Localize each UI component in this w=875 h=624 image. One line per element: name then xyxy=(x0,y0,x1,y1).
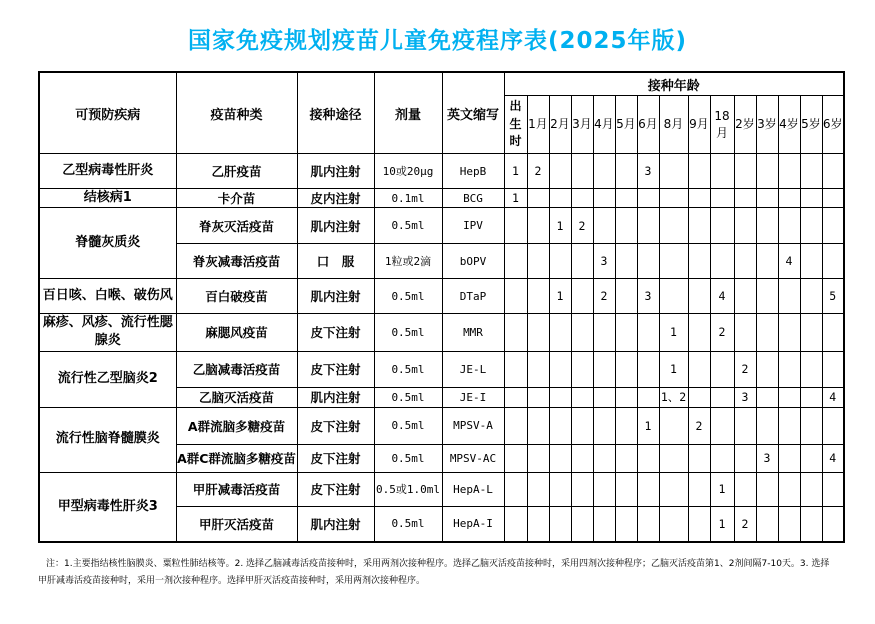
vaccine-cell: 百白破疫苗 xyxy=(176,279,297,314)
dose-number-cell xyxy=(527,472,549,506)
dose-number-cell xyxy=(504,314,527,351)
dose-cell: 1粒或2滴 xyxy=(374,244,442,279)
dose-number-cell xyxy=(756,506,778,542)
dose-number-cell xyxy=(822,189,844,208)
age-header-6月: 6月 xyxy=(637,96,659,154)
dose-number-cell xyxy=(637,387,659,407)
disease-cell: 百日咳、白喉、破伤风 xyxy=(39,279,176,314)
dose-number-cell xyxy=(571,444,593,472)
dose-number-cell xyxy=(637,208,659,244)
vaccine-cell: 甲肝灭活疫苗 xyxy=(176,506,297,542)
table-row xyxy=(39,314,844,351)
dose-number-cell xyxy=(615,472,637,506)
dose-number-cell xyxy=(778,444,800,472)
dose-number-cell xyxy=(778,472,800,506)
dose-number-cell: 2 xyxy=(688,407,710,444)
dose-number-cell xyxy=(615,314,637,351)
dose-number-cell xyxy=(504,208,527,244)
dose-number-cell xyxy=(571,407,593,444)
route-cell: 肌内注射 xyxy=(297,154,374,189)
vaccine-cell: 乙肝疫苗 xyxy=(176,154,297,189)
dose-number-cell xyxy=(756,387,778,407)
disease-cell: 流行性乙型脑炎2 xyxy=(39,351,176,407)
dose-number-cell xyxy=(800,407,822,444)
dose-number-cell xyxy=(571,189,593,208)
dose-number-cell xyxy=(593,351,615,387)
dose-number-cell xyxy=(710,387,734,407)
dose-number-cell: 2 xyxy=(710,314,734,351)
table-row xyxy=(39,208,844,244)
dose-number-cell xyxy=(637,244,659,279)
dose-number-cell xyxy=(756,351,778,387)
dose-number-cell xyxy=(637,189,659,208)
disease-cell: 乙型病毒性肝炎 xyxy=(39,154,176,189)
dose-number-cell xyxy=(549,444,571,472)
dose-number-cell xyxy=(637,472,659,506)
dose-number-cell xyxy=(734,314,756,351)
dose-number-cell xyxy=(688,208,710,244)
dose-number-cell xyxy=(527,244,549,279)
dose-number-cell xyxy=(571,387,593,407)
table-row xyxy=(39,154,844,189)
dose-number-cell xyxy=(822,472,844,506)
dose-number-cell xyxy=(504,444,527,472)
dose-number-cell xyxy=(734,244,756,279)
dose-number-cell xyxy=(710,407,734,444)
dose-number-cell xyxy=(800,279,822,314)
dose-number-cell xyxy=(571,154,593,189)
dose-number-cell xyxy=(659,244,688,279)
dose-number-cell xyxy=(593,472,615,506)
dose-number-cell xyxy=(688,279,710,314)
dose-number-cell xyxy=(593,444,615,472)
col-header-route: 接种途径 xyxy=(297,72,374,154)
dose-number-cell: 4 xyxy=(822,387,844,407)
age-header-2月: 2月 xyxy=(549,96,571,154)
table-row xyxy=(39,351,844,387)
dose-number-cell xyxy=(778,189,800,208)
col-header-abbr: 英文缩写 xyxy=(442,72,504,154)
dose-number-cell xyxy=(800,387,822,407)
age-header-8月: 8月 xyxy=(659,96,688,154)
abbr-cell: bOPV xyxy=(442,244,504,279)
disease-cell: 流行性脑脊髓膜炎 xyxy=(39,407,176,472)
dose-number-cell xyxy=(571,244,593,279)
age-header-18月: 18月 xyxy=(710,96,734,154)
dose-number-cell xyxy=(615,387,637,407)
dose-cell: 0.1ml xyxy=(374,189,442,208)
dose-number-cell xyxy=(527,444,549,472)
dose-number-cell xyxy=(756,472,778,506)
dose-number-cell xyxy=(527,189,549,208)
dose-number-cell xyxy=(756,407,778,444)
dose-number-cell xyxy=(688,244,710,279)
dose-number-cell xyxy=(659,407,688,444)
age-header-2岁: 2岁 xyxy=(734,96,756,154)
dose-number-cell xyxy=(549,506,571,542)
footnote: 注：1.主要指结核性脑膜炎、粟粒性肺结核等。2. 选择乙脑减毒活疫苗接种时，采用两剂次接种程序。选择乙脑灭活疫苗接种时，采用四剂次接种程序；乙脑灭活疫苗第1、2剂间隔7-10天。3. 选择甲肝减毒活疫苗接种时，采用一剂次接种程序。选择甲肝灭活疫苗接种时，采用两剂次接种程序。 xyxy=(38,559,830,587)
dose-number-cell: 1 xyxy=(504,154,527,189)
dose-number-cell xyxy=(734,444,756,472)
dose-number-cell xyxy=(778,387,800,407)
dose-number-cell xyxy=(688,444,710,472)
vaccine-cell: 麻腮风疫苗 xyxy=(176,314,297,351)
vaccine-cell: 脊灰灭活疫苗 xyxy=(176,208,297,244)
dose-number-cell xyxy=(504,407,527,444)
dose-cell: 0.5或1.0ml xyxy=(374,472,442,506)
dose-cell: 0.5ml xyxy=(374,351,442,387)
dose-number-cell xyxy=(615,189,637,208)
route-cell: 肌内注射 xyxy=(297,387,374,407)
dose-number-cell xyxy=(527,279,549,314)
dose-number-cell: 1 xyxy=(504,189,527,208)
dose-number-cell: 1 xyxy=(710,506,734,542)
dose-number-cell xyxy=(800,189,822,208)
dose-number-cell xyxy=(800,351,822,387)
dose-number-cell xyxy=(504,279,527,314)
dose-number-cell xyxy=(615,351,637,387)
vaccine-cell: 乙脑灭活疫苗 xyxy=(176,387,297,407)
dose-number-cell xyxy=(778,407,800,444)
age-header-5岁: 5岁 xyxy=(800,96,822,154)
dose-number-cell xyxy=(710,189,734,208)
dose-number-cell xyxy=(637,351,659,387)
dose-number-cell: 4 xyxy=(778,244,800,279)
dose-number-cell xyxy=(710,154,734,189)
dose-number-cell xyxy=(778,314,800,351)
dose-number-cell: 1 xyxy=(637,407,659,444)
disease-cell: 甲型病毒性肝炎3 xyxy=(39,472,176,542)
dose-number-cell xyxy=(549,244,571,279)
disease-cell: 脊髓灰质炎 xyxy=(39,208,176,279)
dose-number-cell xyxy=(778,208,800,244)
dose-number-cell xyxy=(822,407,844,444)
dose-number-cell: 2 xyxy=(734,506,756,542)
dose-number-cell xyxy=(778,279,800,314)
route-cell: 皮下注射 xyxy=(297,444,374,472)
age-header-3岁: 3岁 xyxy=(756,96,778,154)
dose-number-cell xyxy=(688,387,710,407)
dose-cell: 0.5ml xyxy=(374,506,442,542)
dose-number-cell xyxy=(527,208,549,244)
dose-number-cell xyxy=(800,314,822,351)
vaccine-cell: 卡介苗 xyxy=(176,189,297,208)
dose-number-cell xyxy=(615,154,637,189)
dose-number-cell xyxy=(615,244,637,279)
abbr-cell: MPSV-A xyxy=(442,407,504,444)
dose-number-cell xyxy=(659,208,688,244)
dose-number-cell xyxy=(822,506,844,542)
vaccine-cell: 脊灰减毒活疫苗 xyxy=(176,244,297,279)
dose-number-cell xyxy=(734,407,756,444)
dose-number-cell xyxy=(659,154,688,189)
age-header-1月: 1月 xyxy=(527,96,549,154)
table-row xyxy=(39,279,844,314)
age-header-4岁: 4岁 xyxy=(778,96,800,154)
dose-number-cell: 4 xyxy=(710,279,734,314)
immunization-schedule-table xyxy=(38,71,845,543)
dose-number-cell: 3 xyxy=(637,279,659,314)
dose-number-cell xyxy=(756,279,778,314)
table-row xyxy=(39,472,844,506)
route-cell: 皮下注射 xyxy=(297,472,374,506)
dose-number-cell xyxy=(659,506,688,542)
abbr-cell: IPV xyxy=(442,208,504,244)
vaccine-cell: 甲肝减毒活疫苗 xyxy=(176,472,297,506)
dose-number-cell xyxy=(549,314,571,351)
dose-number-cell xyxy=(615,208,637,244)
dose-number-cell xyxy=(688,154,710,189)
disease-cell: 结核病1 xyxy=(39,189,176,208)
dose-number-cell xyxy=(710,244,734,279)
dose-number-cell xyxy=(549,387,571,407)
dose-number-cell xyxy=(571,506,593,542)
dose-number-cell: 3 xyxy=(593,244,615,279)
dose-number-cell xyxy=(734,279,756,314)
dose-number-cell xyxy=(659,189,688,208)
abbr-cell: DTaP xyxy=(442,279,504,314)
col-header-vaccine: 疫苗种类 xyxy=(176,72,297,154)
dose-number-cell xyxy=(800,506,822,542)
abbr-cell: HepA-I xyxy=(442,506,504,542)
dose-number-cell xyxy=(688,189,710,208)
abbr-cell: HepA-L xyxy=(442,472,504,506)
disease-cell: 麻疹、风疹、流行性腮腺炎 xyxy=(39,314,176,351)
dose-number-cell: 2 xyxy=(734,351,756,387)
abbr-cell: JE-L xyxy=(442,351,504,387)
dose-number-cell xyxy=(527,407,549,444)
dose-number-cell xyxy=(734,472,756,506)
col-header-age-group: 接种年龄 xyxy=(504,72,844,96)
dose-number-cell xyxy=(549,351,571,387)
dose-number-cell xyxy=(571,279,593,314)
dose-number-cell xyxy=(778,351,800,387)
dose-number-cell xyxy=(549,189,571,208)
dose-number-cell: 1 xyxy=(549,279,571,314)
dose-number-cell xyxy=(822,351,844,387)
dose-number-cell xyxy=(549,472,571,506)
dose-number-cell xyxy=(593,314,615,351)
dose-number-cell xyxy=(593,407,615,444)
table-row xyxy=(39,189,844,208)
dose-number-cell xyxy=(504,351,527,387)
dose-number-cell xyxy=(822,314,844,351)
col-header-disease: 可预防疾病 xyxy=(39,72,176,154)
dose-number-cell xyxy=(710,208,734,244)
dose-number-cell xyxy=(822,154,844,189)
dose-number-cell xyxy=(800,444,822,472)
route-cell: 皮下注射 xyxy=(297,314,374,351)
route-cell: 肌内注射 xyxy=(297,208,374,244)
age-header-6岁: 6岁 xyxy=(822,96,844,154)
dose-number-cell xyxy=(504,506,527,542)
dose-number-cell: 1 xyxy=(710,472,734,506)
dose-number-cell xyxy=(504,472,527,506)
age-header-9月: 9月 xyxy=(688,96,710,154)
dose-cell: 0.5ml xyxy=(374,444,442,472)
dose-number-cell xyxy=(756,154,778,189)
vaccine-cell: 乙脑减毒活疫苗 xyxy=(176,351,297,387)
dose-number-cell xyxy=(615,444,637,472)
route-cell: 皮内注射 xyxy=(297,189,374,208)
dose-number-cell xyxy=(800,472,822,506)
dose-number-cell xyxy=(756,314,778,351)
dose-number-cell xyxy=(734,208,756,244)
dose-number-cell xyxy=(688,506,710,542)
dose-number-cell xyxy=(571,351,593,387)
dose-cell: 0.5ml xyxy=(374,279,442,314)
dose-number-cell xyxy=(527,314,549,351)
dose-number-cell: 2 xyxy=(593,279,615,314)
dose-number-cell: 1 xyxy=(659,351,688,387)
route-cell: 皮下注射 xyxy=(297,351,374,387)
dose-number-cell: 1、2 xyxy=(659,387,688,407)
abbr-cell: BCG xyxy=(442,189,504,208)
dose-number-cell xyxy=(637,506,659,542)
dose-cell: 0.5ml xyxy=(374,387,442,407)
dose-number-cell xyxy=(571,472,593,506)
dose-number-cell xyxy=(615,506,637,542)
dose-number-cell xyxy=(800,208,822,244)
dose-number-cell xyxy=(734,189,756,208)
route-cell: 口 服 xyxy=(297,244,374,279)
dose-number-cell xyxy=(659,444,688,472)
abbr-cell: HepB xyxy=(442,154,504,189)
dose-number-cell: 1 xyxy=(659,314,688,351)
dose-cell: 0.5ml xyxy=(374,314,442,351)
dose-number-cell xyxy=(527,387,549,407)
dose-number-cell xyxy=(688,351,710,387)
route-cell: 皮下注射 xyxy=(297,407,374,444)
dose-number-cell xyxy=(756,189,778,208)
dose-number-cell xyxy=(593,208,615,244)
dose-number-cell xyxy=(822,208,844,244)
dose-number-cell xyxy=(504,387,527,407)
dose-number-cell xyxy=(688,472,710,506)
dose-number-cell: 3 xyxy=(637,154,659,189)
dose-number-cell xyxy=(593,154,615,189)
abbr-cell: MPSV-AC xyxy=(442,444,504,472)
dose-number-cell xyxy=(710,444,734,472)
dose-number-cell xyxy=(659,279,688,314)
abbr-cell: MMR xyxy=(442,314,504,351)
dose-cell: 0.5ml xyxy=(374,407,442,444)
dose-number-cell: 4 xyxy=(822,444,844,472)
dose-number-cell xyxy=(637,314,659,351)
dose-number-cell xyxy=(571,314,593,351)
dose-number-cell: 1 xyxy=(549,208,571,244)
dose-number-cell xyxy=(778,506,800,542)
dose-number-cell xyxy=(593,189,615,208)
dose-number-cell xyxy=(778,154,800,189)
dose-number-cell xyxy=(756,244,778,279)
dose-number-cell xyxy=(593,387,615,407)
dose-number-cell xyxy=(593,506,615,542)
dose-number-cell xyxy=(637,444,659,472)
dose-number-cell xyxy=(615,279,637,314)
dose-cell: 0.5ml xyxy=(374,208,442,244)
dose-number-cell xyxy=(527,506,549,542)
route-cell: 肌内注射 xyxy=(297,506,374,542)
dose-number-cell xyxy=(688,314,710,351)
dose-number-cell xyxy=(527,351,549,387)
dose-number-cell xyxy=(659,472,688,506)
age-header-birth: 出生时 xyxy=(504,96,527,154)
dose-number-cell: 3 xyxy=(756,444,778,472)
dose-number-cell: 2 xyxy=(571,208,593,244)
table-row xyxy=(39,407,844,444)
dose-number-cell xyxy=(734,154,756,189)
dose-number-cell xyxy=(615,407,637,444)
abbr-cell: JE-I xyxy=(442,387,504,407)
dose-number-cell xyxy=(756,208,778,244)
dose-number-cell xyxy=(800,244,822,279)
vaccine-cell: A群C群流脑多糖疫苗 xyxy=(176,444,297,472)
dose-number-cell xyxy=(504,244,527,279)
age-header-5月: 5月 xyxy=(615,96,637,154)
dose-number-cell xyxy=(710,351,734,387)
age-header-4月: 4月 xyxy=(593,96,615,154)
vaccine-cell: A群流脑多糖疫苗 xyxy=(176,407,297,444)
dose-number-cell: 3 xyxy=(734,387,756,407)
dose-number-cell xyxy=(549,154,571,189)
page-title: 国家免疫规划疫苗儿童免疫程序表(2025年版) xyxy=(187,28,688,54)
dose-cell: 10或20μg xyxy=(374,154,442,189)
dose-number-cell: 5 xyxy=(822,279,844,314)
dose-number-cell xyxy=(800,154,822,189)
dose-number-cell xyxy=(822,244,844,279)
col-header-dose: 剂量 xyxy=(374,72,442,154)
dose-number-cell: 2 xyxy=(527,154,549,189)
age-header-3月: 3月 xyxy=(571,96,593,154)
route-cell: 肌内注射 xyxy=(297,279,374,314)
dose-number-cell xyxy=(549,407,571,444)
